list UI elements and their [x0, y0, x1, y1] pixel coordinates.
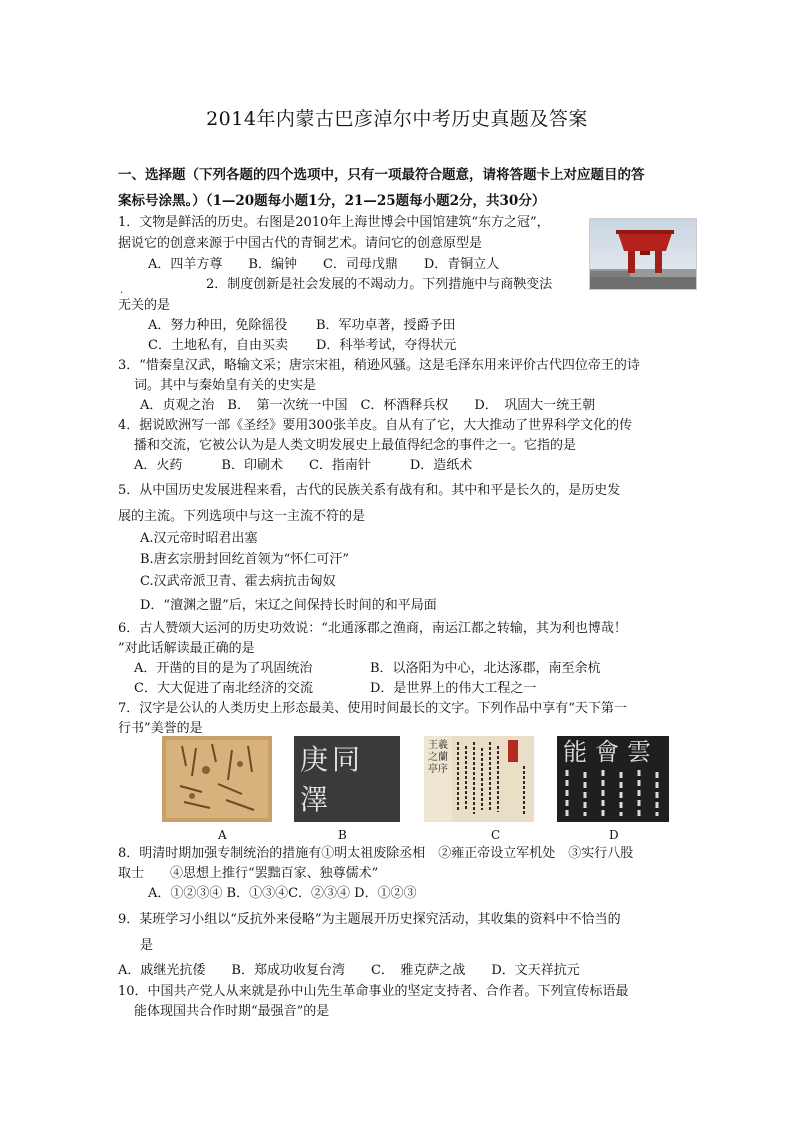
- q2-option-b: B．军功卓著，授爵予田: [316, 318, 456, 333]
- q2-option-c: C．土地私有，自由买卖: [148, 338, 288, 353]
- script-strokes: [557, 766, 669, 822]
- section-heading: [118, 162, 678, 214]
- q1-options: A．四羊方尊 B．编钟 C．司母戊鼎 D．青铜立人: [148, 257, 500, 272]
- artwork-c-lanting-preface: [424, 736, 534, 822]
- page-title: 2014年内蒙古巴彦淖尔中考历史真题及答案: [206, 108, 588, 130]
- q1-stem-line-2: 据说它的创意来源于中国古代的青铜艺术。请问它的创意原型是: [118, 236, 483, 251]
- q2-stem-line-1: 2．制度创新是社会发展的不竭动力。下列措施中与商鞅变法: [206, 277, 553, 292]
- q6-option-b: B．以洛阳为中心，北达涿郡，南至余杭: [370, 661, 601, 676]
- dot-mark: .: [120, 285, 124, 296]
- china-pavilion-photo: [589, 218, 697, 290]
- q2-option-a: A．努力种田，免除徭役: [148, 318, 288, 333]
- q8-stem-line-2: 取士 ④思想上推行“罢黜百家、独尊儒术”: [118, 866, 379, 881]
- q5-option-d: D．“澶渊之盟”后，宋辽之间保持长时间的和平局面: [140, 598, 437, 613]
- artwork-d-regular-script: [557, 736, 669, 822]
- q5-option-b: B.唐玄宗册封回纥首领为“怀仁可汗”: [140, 552, 349, 567]
- q2-option-d: D．科举考试，夺得状元: [316, 338, 457, 353]
- artwork-b-text: 庚同澤: [300, 743, 365, 816]
- artwork-d-text: 能會雲: [563, 738, 659, 766]
- q5-option-c: C.汉武帝派卫青、霍去病抗击匈奴: [140, 574, 336, 589]
- q5-stem-line-2: 展的主流。下列选项中与这一主流不符的是: [118, 509, 366, 524]
- china-pavilion-image: [590, 219, 696, 289]
- q3-options: A．贞观之治 B． 第一次统一中国 C．杯酒释兵权 D． 巩固大一统王朝: [140, 398, 596, 413]
- q7-stem-line-2: 行书”美誉的是: [118, 721, 203, 736]
- q6-option-d: D．是世界上的伟大工程之一: [370, 681, 537, 696]
- q9-stem-line-2: 是: [140, 938, 154, 953]
- q6-option-a: A．开凿的目的是为了巩固统治: [134, 661, 313, 676]
- caption-d: D: [609, 828, 619, 842]
- q1-stem-line-1: 1．文物是鲜活的历史。右图是2010年上海世博会中国馆建筑“东方之冠”，: [118, 215, 550, 230]
- q9-options: A．戚继光抗倭 B．郑成功收复台湾 C． 雅克萨之战 D．文天祥抗元: [118, 963, 580, 978]
- q5-option-a: A.汉元帝时昭君出塞: [140, 531, 258, 546]
- q4-options: A．火药 B．印刷术 C．指南针 D．造纸术: [134, 458, 473, 473]
- oracle-bone-image: [162, 736, 272, 822]
- artwork-a-oracle-bone: [162, 736, 272, 822]
- q6-stem-line-1: 6．古人赞颂大运河的历史功效说：“北通涿郡之渔商，南运江都之转输，其为利也博哉！: [118, 621, 627, 636]
- q10-stem-line-1: 10．中国共产党人从来就是孙中山先生革命事业的坚定支持者、合作者。下列宣传标语最: [118, 984, 629, 999]
- artwork-b-seal-script: [294, 736, 400, 822]
- caption-b: B: [338, 828, 347, 842]
- caption-a: A: [218, 828, 227, 842]
- q3-stem-line-1: 3．“惜秦皇汉武，略输文采；唐宗宋祖，稍逊风骚。这是毛泽东用来评价古代四位帝王的诗: [118, 358, 640, 373]
- q9-stem-line-1: 9．某班学习小组以“反抗外来侵略”为主题展开历史探究活动，其收集的资料中不恰当的: [118, 912, 621, 927]
- caption-c: C: [491, 828, 501, 842]
- q8-options: A．①②③④ B．①③④C．②③④ D．①②③: [148, 886, 417, 901]
- q6-option-c: C．大大促进了南北经济的交流: [134, 681, 313, 696]
- section-heading-line-2: 案标号涂黑。）（1—20题每小题1分，21—25题每小题2分，共30分）: [118, 193, 546, 209]
- q10-stem-line-2: 能体现国共合作时期“最强音”的是: [134, 1004, 330, 1019]
- q6-stem-line-2: ”对此话解读最正确的是: [118, 641, 255, 656]
- q4-stem-line-1: 4．据说欧洲写一部《圣经》要用300张羊皮。自从有了它，大大推动了世界科学文化的传: [118, 418, 633, 433]
- q7-stem-line-1: 7．汉字是公认的人类历史上形态最美、使用时间最长的文字。下列作品中享有“天下第一: [118, 701, 627, 716]
- artwork-c-title: 王羲之蘭亭序: [428, 740, 448, 775]
- q4-stem-line-2: 播和交流，它被公认为是人类文明发展史上最值得纪念的事件之一。它指的是: [134, 438, 577, 453]
- q8-stem-line-1: 8．明清时期加强专制统治的措施有①明太祖废除丞相 ②雍正帝设立军机处 ③实行八股: [118, 846, 634, 861]
- q2-stem-line-2: 无关的是: [118, 298, 171, 313]
- calligraphy-strokes: [452, 736, 534, 822]
- q3-stem-line-2: 词。其中与秦始皇有关的史实是: [134, 378, 317, 393]
- q5-stem-line-1: 5．从中国历史发展进程来看，古代的民族关系有战有和。其中和平是长久的，是历史发: [118, 483, 621, 498]
- section-heading-line-1: 一、选择题（下列各题的四个选项中，只有一项最符合题意，请将答题卡上对应题目的答: [118, 167, 645, 183]
